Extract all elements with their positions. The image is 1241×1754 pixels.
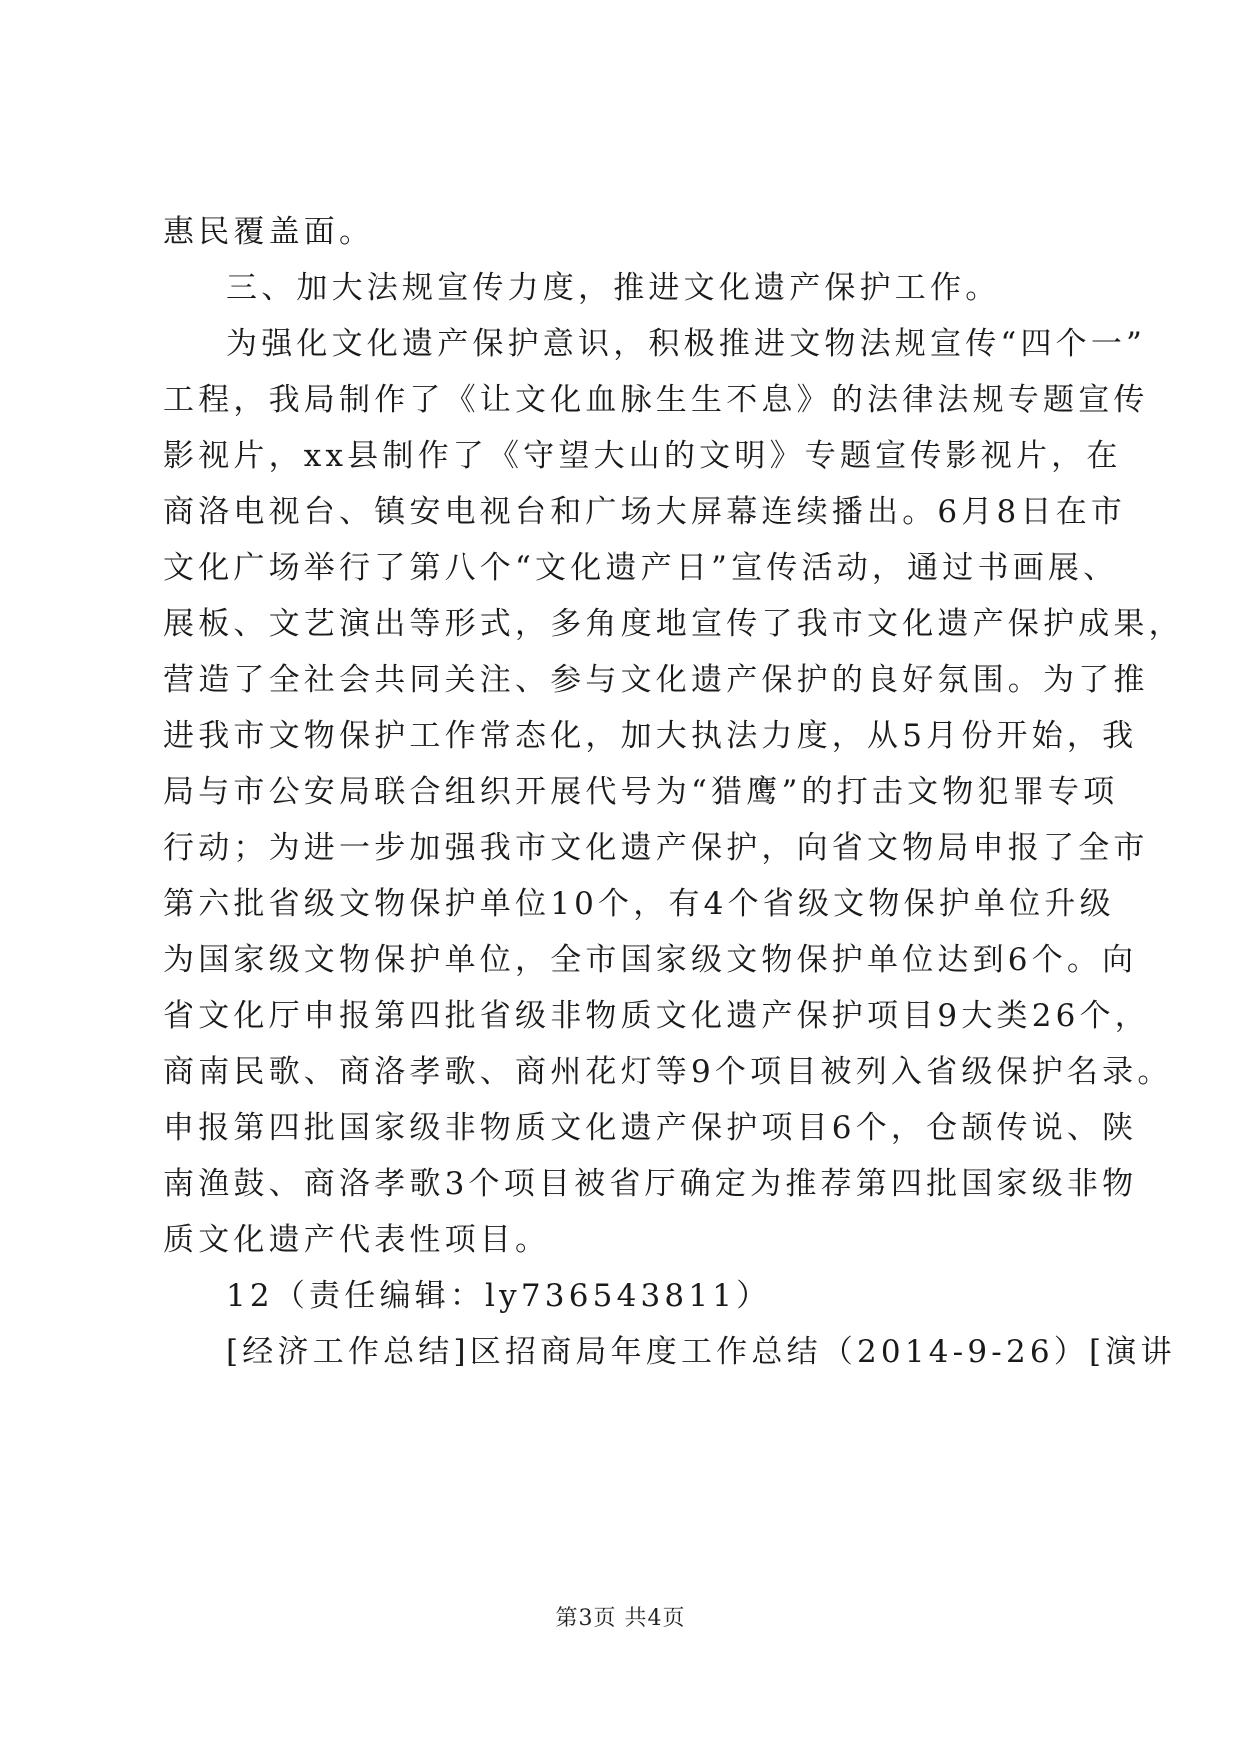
text-line-9: 营造了全社会共同关注、参与文化遗产保护的良好氛围。为了推: [163, 662, 1149, 698]
section-heading: 三、加大法规宣传力度，推进文化遗产保护工作。: [226, 270, 1001, 306]
text-line-7: 文化广场举行了第八个“文化遗产日”宣传活动，通过书画展、: [163, 550, 1119, 586]
text-line-16: 商南民歌、商洛孝歌、商州花灯等9个项目被列入省级保护名录。: [163, 1054, 1173, 1090]
text-line-5: 影视片，xx县制作了《守望大山的文明》专题宣传影视片，在: [163, 438, 1122, 474]
editor-note: 12（责任编辑：ly736543811）: [226, 1278, 772, 1314]
text-line-10: 进我市文物保护工作常态化，加大执法力度，从5月份开始，我: [163, 718, 1138, 754]
text-line-4: 工程，我局制作了《让文化血脉生生不息》的法律法规专题宣传: [163, 382, 1149, 418]
text-line-12: 行动；为进一步加强我市文化遗产保护，向省文物局申报了全市: [163, 830, 1149, 866]
text-line-17: 申报第四批国家级非物质文化遗产保护项目6个，仓颉传说、陕: [163, 1110, 1138, 1146]
text-line-3: 为强化文化遗产保护意识，积极推进文物法规宣传“四个一”: [226, 326, 1147, 362]
text-line-1: 惠民覆盖面。: [163, 214, 375, 250]
page-number-footer: 第3页 共4页: [555, 1606, 686, 1631]
text-line-18: 南渔鼓、商洛孝歌3个项目被省厅确定为推荐第四批国家级非物: [163, 1166, 1138, 1202]
text-line-19: 质文化遗产代表性项目。: [163, 1222, 551, 1258]
text-line-8: 展板、文艺演出等形式，多角度地宣传了我市文化遗产保护成果，: [163, 606, 1184, 642]
text-line-6: 商洛电视台、镇安电视台和广场大屏幕连续播出。6月8日在市: [163, 494, 1127, 530]
text-line-14: 为国家级文物保护单位，全市国家级文物保护单位达到6个。向: [163, 942, 1138, 978]
related-link-line: [经济工作总结]区招商局年度工作总结（2014-9-26）[演讲: [226, 1334, 1176, 1370]
text-line-11: 局与市公安局联合组织开展代号为“猎鹰”的打击文物犯罪专项: [163, 774, 1119, 810]
text-line-13: 第六批省级文物保护单位10个，有4个省级文物保护单位升级: [163, 886, 1115, 922]
text-line-15: 省文化厅申报第四批省级非物质文化遗产保护项目9大类26个，: [163, 998, 1150, 1034]
